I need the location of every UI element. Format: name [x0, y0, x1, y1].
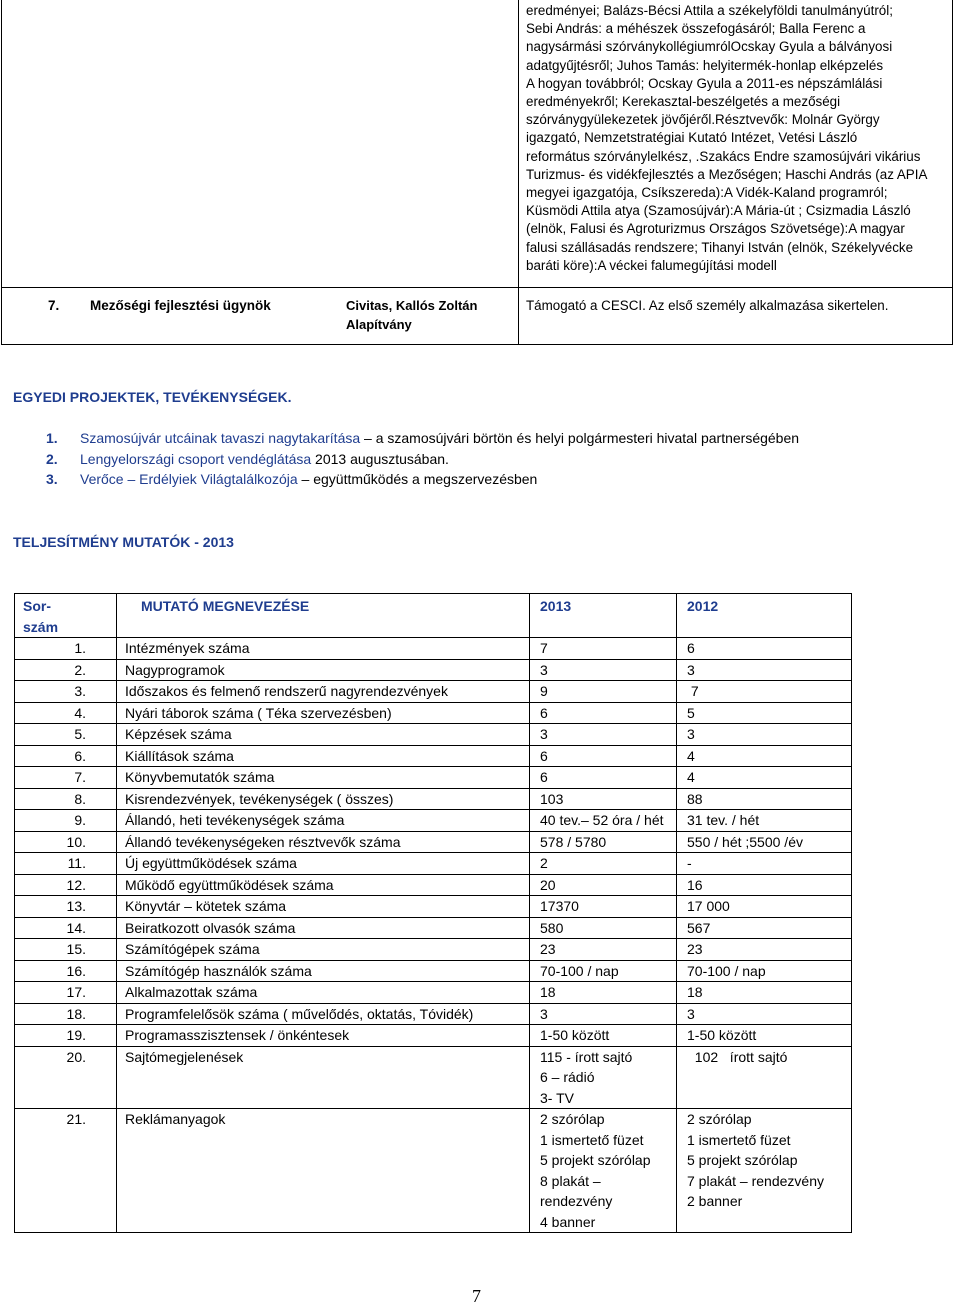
- row-value-2012-line: 1-50 között: [687, 1027, 757, 1043]
- row-value-2013: [530, 917, 677, 939]
- top-text-line: (elnök, Falusi és Agroturizmus Országos Szövetsége):A magyar: [526, 221, 905, 237]
- row-value-2013-line: 17370: [540, 898, 579, 914]
- row-value-2013-line: 1 ismertető füzet: [540, 1131, 644, 1148]
- table-row: [15, 896, 852, 918]
- row-indicator-name: [117, 745, 530, 767]
- row-indicator-name-line: Programasszisztensek / önkéntesek: [125, 1027, 350, 1043]
- row-value-2012-line: 2 szórólap: [687, 1111, 752, 1127]
- row-value-2012-line: 88: [687, 790, 703, 807]
- table-row: [15, 1109, 852, 1233]
- row-number-line: 8.: [74, 790, 86, 807]
- row-value-2012: [677, 1109, 852, 1233]
- row-indicator-name: [117, 939, 530, 961]
- project-number: 2.: [46, 450, 58, 467]
- row-value-2012-line: 17 000: [687, 898, 730, 914]
- row-value-2013: [530, 681, 677, 703]
- row-indicator-name: [117, 724, 530, 746]
- row-value-2012: [677, 917, 852, 939]
- row-indicator-name: [117, 681, 530, 703]
- row-value-2013: [530, 982, 677, 1004]
- row-value-2012-line: 3: [687, 661, 695, 678]
- row-indicator-name-line: Képzések száma: [125, 726, 232, 742]
- row-value-2013-line: 8 plakát – rendezvény: [540, 1172, 613, 1209]
- row-indicator-name: [117, 960, 530, 982]
- row-value-2013-line: 6 – rádió: [540, 1069, 595, 1085]
- row-indicator-name-line: Könyvbemutatók száma: [125, 769, 275, 785]
- row7-number: 7.: [48, 298, 60, 313]
- row-indicator-name-line: Beiratkozott olvasók száma: [125, 919, 296, 936]
- project-text: [80, 428, 799, 449]
- row-number-line: 16.: [66, 962, 86, 979]
- row-value-2013-line: 3- TV: [540, 1089, 574, 1106]
- row-indicator-name: [117, 1046, 530, 1109]
- row-value-2012: [677, 702, 852, 724]
- row-indicator-name-line: Alkalmazottak száma: [125, 984, 258, 1000]
- row-value-2013-line: 5 projekt szórólap: [540, 1152, 651, 1168]
- row-value-2012: [677, 1003, 852, 1025]
- row-indicator-name-line: Könyvtár – kötetek száma: [125, 898, 287, 914]
- row-value-2012-line: 7 plakát – rendezvény: [687, 1172, 824, 1189]
- top-text-line: Sebi András: a méhészek összefogásáról; Balla Ferenc a: [526, 21, 866, 37]
- row-value-2013-line: 7: [540, 640, 548, 656]
- row-value-2013-line: 40 tev.– 52 óra / hét: [540, 812, 664, 828]
- row-number: [15, 982, 117, 1004]
- row-value-2013-line: 6: [540, 704, 548, 721]
- row-number: [15, 1003, 117, 1025]
- row-indicator-name: [117, 917, 530, 939]
- row-value-2012-line: 3: [687, 726, 695, 742]
- row-value-2013-line: 2: [540, 855, 548, 871]
- table-header-row: [15, 594, 852, 638]
- row-value-2012-line: 4: [687, 769, 695, 785]
- row-number-line: 4.: [74, 704, 86, 721]
- row-value-2012-line: 5: [687, 704, 695, 721]
- row-indicator-name-line: Új együttműködések száma: [125, 855, 297, 871]
- table-row: [15, 767, 852, 789]
- row-value-2012-line: 5 projekt szórólap: [687, 1152, 798, 1168]
- row-number-line: 6.: [74, 747, 86, 764]
- project-number: 3.: [46, 471, 58, 487]
- row-indicator-name-line: Intézmények száma: [125, 640, 250, 656]
- row-number: [15, 831, 117, 853]
- row-number-line: 13.: [66, 898, 86, 914]
- project-detail: 2013 augusztusában.: [311, 450, 449, 467]
- row-value-2013: [530, 659, 677, 681]
- row-indicator-name-line: Működő együttműködések száma: [125, 876, 334, 893]
- row-value-2012: [677, 745, 852, 767]
- row-indicator-name-line: Nyári táborok száma ( Téka szervezésben): [125, 704, 392, 721]
- row-number-line: 11.: [67, 855, 86, 871]
- row-value-2013: [530, 1046, 677, 1109]
- header-mutato: MUTATÓ MEGNEVEZÉSE: [117, 594, 530, 638]
- row-value-2013: [530, 810, 677, 832]
- row-value-2012: [677, 681, 852, 703]
- row-indicator-name-line: Sajtómegjelenések: [125, 1048, 244, 1065]
- row-value-2013: [530, 724, 677, 746]
- row-number: [15, 853, 117, 875]
- row-number-line: 14.: [66, 919, 86, 936]
- row-value-2013-line: 1-50 között: [540, 1027, 610, 1043]
- row-value-2012-line: 1 ismertető füzet: [687, 1131, 791, 1148]
- row-number: [15, 724, 117, 746]
- row-value-2012-line: 102 írott sajtó: [687, 1048, 788, 1065]
- table-row: [15, 939, 852, 961]
- row-value-2012-line: 3: [687, 1005, 695, 1022]
- row-number-line: 9.: [74, 812, 86, 828]
- row-indicator-name-line: Programfelelősök száma ( művelődés, oktatás, Tóvidék): [125, 1005, 474, 1022]
- row-value-2013: [530, 960, 677, 982]
- row-number: [15, 638, 117, 660]
- row-value-2013: [530, 702, 677, 724]
- top-text-line: eredményei; Balázs-Bécsi Attila a székelyföldi tanulmányútról;: [526, 3, 893, 18]
- table-row: [15, 1046, 852, 1109]
- row-value-2013-line: 6: [540, 747, 548, 764]
- project-text: [80, 449, 449, 470]
- top-text-line: adatgyűjtésről; Juhos Tamás: helyitermék-honlap elképzelés: [526, 57, 884, 73]
- row-value-2013: [530, 788, 677, 810]
- row-number: [15, 702, 117, 724]
- project-text: [80, 469, 537, 490]
- top-text-line: Küsmödi Attila atya (Szamosújvár):A Mária-út ; Csizmadia László: [526, 203, 911, 219]
- table-row: [15, 874, 852, 896]
- section-projects-heading: EGYEDI PROJEKTEK, TEVÉKENYSÉGEK.: [13, 389, 292, 405]
- row-indicator-name-line: Számítógép használók száma: [125, 962, 312, 979]
- row-value-2012-line: 23: [687, 941, 703, 957]
- page-number: 7: [472, 1286, 481, 1306]
- row-number-line: 18.: [66, 1005, 86, 1022]
- table-row: [15, 1003, 852, 1025]
- row7-partner-line2: Alapítvány: [346, 317, 412, 332]
- table-row: [15, 659, 852, 681]
- table-row: [15, 960, 852, 982]
- row-value-2013: [530, 745, 677, 767]
- row-value-2013: [530, 1109, 677, 1233]
- row-value-2012-line: 7: [687, 683, 699, 699]
- row-number: [15, 1046, 117, 1109]
- row-value-2013: [530, 767, 677, 789]
- col-divider: [518, 0, 519, 345]
- row-value-2013: [530, 1003, 677, 1025]
- row-number: [15, 917, 117, 939]
- project-item: [46, 469, 799, 490]
- row-indicator-name: [117, 1025, 530, 1047]
- row-value-2013-line: 6: [540, 769, 548, 785]
- row-value-2013-line: 23: [540, 941, 556, 957]
- row-indicator-name-line: Számítógépek száma: [125, 941, 260, 957]
- row-number-line: 7.: [74, 769, 86, 785]
- table-row: [15, 853, 852, 875]
- row-value-2013: [530, 1025, 677, 1047]
- header-2013: 2013: [530, 594, 677, 638]
- project-title: Verőce – Erdélyiek Világtalálkozója: [80, 471, 298, 487]
- table-row: [15, 638, 852, 660]
- row-value-2013: [530, 638, 677, 660]
- project-title: Lengyelországi csoport vendéglátása: [80, 450, 312, 467]
- project-item: [46, 428, 799, 449]
- row-indicator-name: [117, 702, 530, 724]
- table-row: [15, 681, 852, 703]
- project-detail: – együttműködés a megszervezésben: [297, 471, 538, 487]
- top-text-line: megyei igazgatója, Csíkszereda):A Vidék-Kaland programról;: [526, 185, 888, 201]
- row-value-2013-line: 3: [540, 661, 548, 678]
- table-row: [15, 917, 852, 939]
- row-indicator-name-line: Állandó, heti tevékenységek száma: [125, 812, 345, 828]
- row-value-2013-line: 20: [540, 876, 556, 893]
- row-value-2012: [677, 939, 852, 961]
- row-number-line: 15.: [66, 941, 86, 957]
- row-value-2012: [677, 896, 852, 918]
- row-value-2012: [677, 960, 852, 982]
- row-indicator-name: [117, 788, 530, 810]
- row-number-line: 3.: [74, 683, 86, 699]
- row-number: [15, 1025, 117, 1047]
- row-value-2012: [677, 767, 852, 789]
- table-row: [15, 1025, 852, 1047]
- row-value-2013-line: 578 / 5780: [540, 833, 607, 850]
- row-indicator-name-line: Időszakos és felmenő rendszerű nagyrendezvények: [125, 683, 448, 699]
- header-sorszam: [15, 594, 117, 638]
- row-number-line: 5.: [74, 726, 86, 742]
- row-value-2012-line: 567: [687, 919, 711, 936]
- projects-list: [46, 428, 799, 490]
- row-number: [15, 810, 117, 832]
- table-row: [15, 982, 852, 1004]
- row-value-2012-line: 70-100 / nap: [687, 962, 766, 979]
- row-number-line: 17.: [66, 984, 86, 1000]
- row-indicator-name: [117, 874, 530, 896]
- project-number: 1.: [46, 430, 58, 446]
- table-row: [15, 745, 852, 767]
- row-value-2013-line: 70-100 / nap: [540, 962, 619, 979]
- row7-status: Támogató a CESCI. Az első személy alkalmazása sikertelen.: [526, 298, 889, 313]
- row-indicator-name-line: Nagyprogramok: [125, 661, 225, 678]
- row-divider: [2, 287, 952, 288]
- row-number: [15, 939, 117, 961]
- row-number-line: 10.: [66, 833, 86, 850]
- row-value-2013-line: 9: [540, 683, 548, 699]
- row-value-2012: [677, 874, 852, 896]
- row-indicator-name: [117, 982, 530, 1004]
- row-value-2012: [677, 810, 852, 832]
- row-value-2013-line: 18: [540, 984, 556, 1000]
- row-value-2013: [530, 853, 677, 875]
- project-title: Szamosújvár utcáinak tavaszi nagytakarítása: [80, 430, 361, 446]
- row-number: [15, 960, 117, 982]
- row-value-2012: [677, 724, 852, 746]
- metrics-table: [14, 593, 852, 1233]
- row-number-line: 20.: [66, 1048, 86, 1065]
- row-value-2012-line: 6: [687, 640, 695, 656]
- row-indicator-name: [117, 638, 530, 660]
- table-row: [15, 788, 852, 810]
- top-text-line: Turizmus- és vidékfejlesztés a Mezőségen; Haschi András (az APIA: [526, 166, 928, 182]
- row-number: [15, 767, 117, 789]
- row-value-2012-line: 2 banner: [687, 1193, 743, 1209]
- row-number: [15, 681, 117, 703]
- row-value-2012: [677, 853, 852, 875]
- row7-partner-line1: Civitas, Kallós Zoltán: [346, 298, 478, 313]
- top-text-line: falusi szállásadás rendszere; Tihanyi István (elnök, Székelyvécke: [526, 239, 914, 255]
- row-value-2013: [530, 939, 677, 961]
- row-indicator-name: [117, 853, 530, 875]
- row-indicator-name-line: Állandó tevékenységeken résztvevők száma: [125, 833, 401, 850]
- row-value-2013: [530, 874, 677, 896]
- row-value-2012: [677, 982, 852, 1004]
- project-item: [46, 449, 799, 470]
- row-value-2013-line: 3: [540, 1005, 548, 1022]
- top-text-line: baráti köre):A véckei falumegújítási modell: [526, 257, 777, 273]
- row-indicator-name: [117, 1109, 530, 1233]
- row-indicator-name: [117, 767, 530, 789]
- row-value-2012-line: 16: [687, 876, 703, 893]
- table-row: [15, 702, 852, 724]
- row-value-2012: [677, 831, 852, 853]
- row-value-2013-line: 103: [540, 790, 564, 807]
- row-number-line: 12.: [66, 876, 86, 893]
- row-value-2012: [677, 788, 852, 810]
- row-indicator-name: [117, 831, 530, 853]
- project-detail: – a szamosújvári börtön és helyi polgármesteri hivatal partnerségében: [360, 430, 800, 446]
- row-number-line: 1.: [74, 640, 86, 656]
- row-value-2013: [530, 896, 677, 918]
- row-number: [15, 896, 117, 918]
- row-number: [15, 659, 117, 681]
- row-value-2013: [530, 831, 677, 853]
- top-text-line: szórványgyülekezetek jövőjéről.Résztvevők: Molnár György: [526, 112, 880, 128]
- row-number-line: 2.: [74, 661, 86, 678]
- row-value-2013-line: 3: [540, 726, 548, 742]
- row7-partner: [346, 296, 477, 334]
- row-indicator-name-line: Reklámanyagok: [125, 1111, 226, 1127]
- row-value-2012-line: 550 / hét ;5500 /év: [687, 833, 803, 850]
- row-value-2013-line: 580: [540, 919, 564, 936]
- table-row: [15, 810, 852, 832]
- row-number-line: 19.: [66, 1027, 86, 1043]
- row-indicator-name: [117, 659, 530, 681]
- top-text-line: nagysármási szórványkollégiumrólOcskay Gyula a bálványosi: [526, 39, 893, 55]
- row-indicator-name: [117, 896, 530, 918]
- top-description: [526, 2, 946, 275]
- table-row: [15, 831, 852, 853]
- row-value-2012: [677, 1046, 852, 1109]
- row-number-line: 21.: [66, 1111, 86, 1127]
- header-sorszam-text: Sor-szám: [23, 598, 59, 635]
- row-value-2012: [677, 638, 852, 660]
- row-value-2013-line: 4 banner: [540, 1213, 596, 1230]
- row-number: [15, 1109, 117, 1233]
- top-text-line: eredményekről; Kerekasztal-beszélgetés a mezőségi: [526, 94, 841, 110]
- row-indicator-name-line: Kiállítások száma: [125, 747, 234, 764]
- row-value-2012-line: -: [687, 855, 692, 871]
- row-value-2012-line: 31 tev. / hét: [687, 812, 760, 828]
- row-indicator-name: [117, 1003, 530, 1025]
- row7-name: Mezőségi fejlesztési ügynök: [90, 298, 271, 313]
- row-value-2012-line: 18: [687, 984, 703, 1000]
- row-value-2013-line: 2 szórólap: [540, 1111, 605, 1127]
- top-text-line: református szórványlelkész, .Szakács Endre szamosújvári vikárius: [526, 148, 921, 164]
- row-number: [15, 874, 117, 896]
- table-row: [15, 724, 852, 746]
- section-metrics-heading: TELJESÍTMÉNY MUTATÓK - 2013: [13, 534, 234, 550]
- top-text-line: A hogyan továbbról; Ocskay Gyula a 2011-es népszámlálási: [526, 75, 883, 91]
- row-indicator-name-line: Kisrendezvények, tevékenységek ( összes): [125, 790, 394, 807]
- row-value-2013-line: 115 - írott sajtó: [540, 1048, 633, 1065]
- top-text-line: igazgató, Nemzetstratégiai Kutató Intézet, Vetési László: [526, 130, 858, 146]
- row-number: [15, 788, 117, 810]
- row-value-2012: [677, 659, 852, 681]
- row-number: [15, 745, 117, 767]
- row-value-2012: [677, 1025, 852, 1047]
- row-indicator-name: [117, 810, 530, 832]
- row-value-2012-line: 4: [687, 747, 695, 764]
- header-2012: 2012: [677, 594, 852, 638]
